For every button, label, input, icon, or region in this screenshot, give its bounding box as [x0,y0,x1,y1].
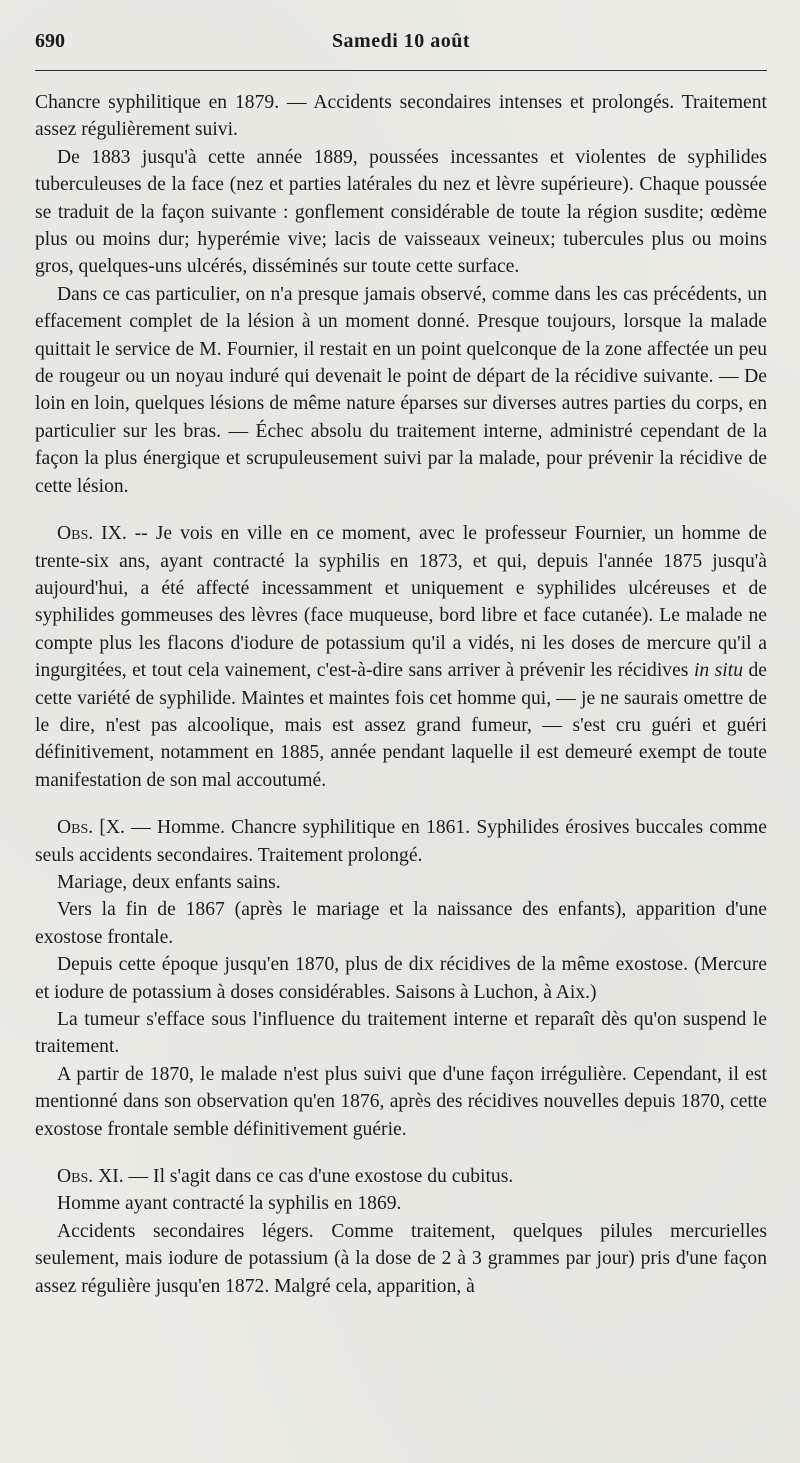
paragraph: A partir de 1870, le malade n'est plus suivi que d'une façon irrégulière. Cependant, il est mentionné dans son observation qu'en 1876, après des récidives nouvelles depuis 1870, cette exostose frontale semble définitivement guérie. [35,1063,767,1140]
paragraph: Dans ce cas particulier, on n'a presque jamais observé, comme dans les cas précédents, un effacement complet de la lésion à un moment donné. Presque toujours, lorsque la malade quittait le service de M. Fournier, il restait en un point quelconque de la zone affectée un peu de rougeur ou un noyau induré qui devenait le point de départ de la récidive suivante. — De loin en loin, quelques lésions de même nature éparses sur diverses autres parties du corps, en particulier sur les bras. — Échec absolu du traitement interne, administré cependant de la façon la plus énergique et scrupuleusement suivi par la malade, pour prévenir la récidive de cette lésion. [35,283,767,497]
observation-text: de cette variété de syphilide. Maintes et maintes fois cet homme qui, — je ne saurais omettre de le dire, n'est pas alcoolique, mais est assez grand fumeur, — s'est cru guéri et guéri définitivement, notamment en 1885, année pendant laquelle il est demeuré exempt de toute manifestation de son mal accoutumé. [35,660,767,791]
observation-ix [35,520,767,794]
italic-term: in situ [693,660,743,682]
observation-text: — Il s'agit dans ce cas d'une exostose du cubitus. [123,1166,514,1188]
paragraph: Chancre syphilitique en 1879. — Accidents secondaires intenses et prolongés. Traitement assez régulièrement suivi. [35,92,767,141]
observation-text: — Homme. Chancre syphilitique en 1861. Syphilides érosives buccales comme seuls accidents secondaires. Traitement prolongé. [35,817,767,866]
paragraph: Accidents secondaires légers. Comme traitement, quelques pilules mercurielles seulement, mais iodure de potassium (à la dose de 2 à 3 grammes par jour) pris d'une façon assez régulière jusqu'en 1872. Malgré cela, apparition, à [35,1220,767,1297]
observation-text: -- Je vois en ville en ce moment, avec le professeur Fournier, un homme de trente-six ans, ayant contracté la syphilis en 1873, et qui, depuis l'année 1875 jusqu'à aujourd'hui, a été affecté incessamment et uniquement e syphilides ulcéreuses et de syphilides gommeuses des lèvres (face muqueuse, bord libre et face cutanée). Le malade ne compte plus les flacons d'iodure de potassium qu'il a vidés, ni les doses de mercure qu'il a ingurgitées, et tout cela vainement, c'est-à-dire sans arriver à prévenir les récidives [35,523,767,682]
paragraph: Homme ayant contracté la syphilis en 1869. [57,1193,402,1215]
body-text [35,89,767,1300]
page-number: 690 [35,30,65,52]
observation-label: Obs. IX. [57,523,127,545]
paragraph: La tumeur s'efface sous l'influence du traitement interne et reparaît dès qu'on suspend le traitement. [35,1009,767,1058]
running-title: Samedi 10 août [331,30,471,52]
observation-x [35,814,767,869]
paragraph: Depuis cette époque jusqu'en 1870, plus de dix récidives de la même exostose. (Mercure et iodure de potassium à doses considérables. Saisons à Luchon, à Aix.) [35,954,767,1003]
paragraph: De 1883 jusqu'à cette année 1889, poussées incessantes et violentes de syphilides tuberculeuses de la face (nez et parties latérales du nez et lèvre supérieure). Chaque poussée se traduit de la façon suivante : gonflement considérable de toute la région susdite; œdème plus ou moins dur; hyperémie vive; lacis de vaisseaux veineux; tubercules plus ou moins gros, quelques-uns ulcérés, disséminés sur toute cette surface. [35,146,767,278]
paragraph: Mariage, deux enfants sains. [57,871,281,893]
header-rule [35,70,767,71]
observation-label: Obs. XI. [57,1166,124,1188]
paragraph: Vers la fin de 1867 (après le mariage et la naissance des enfants), apparition d'une exostose frontale. [35,899,767,948]
observation-label: Obs. [X. [57,817,125,839]
page-header [35,30,767,66]
observation-xi [35,1163,767,1190]
